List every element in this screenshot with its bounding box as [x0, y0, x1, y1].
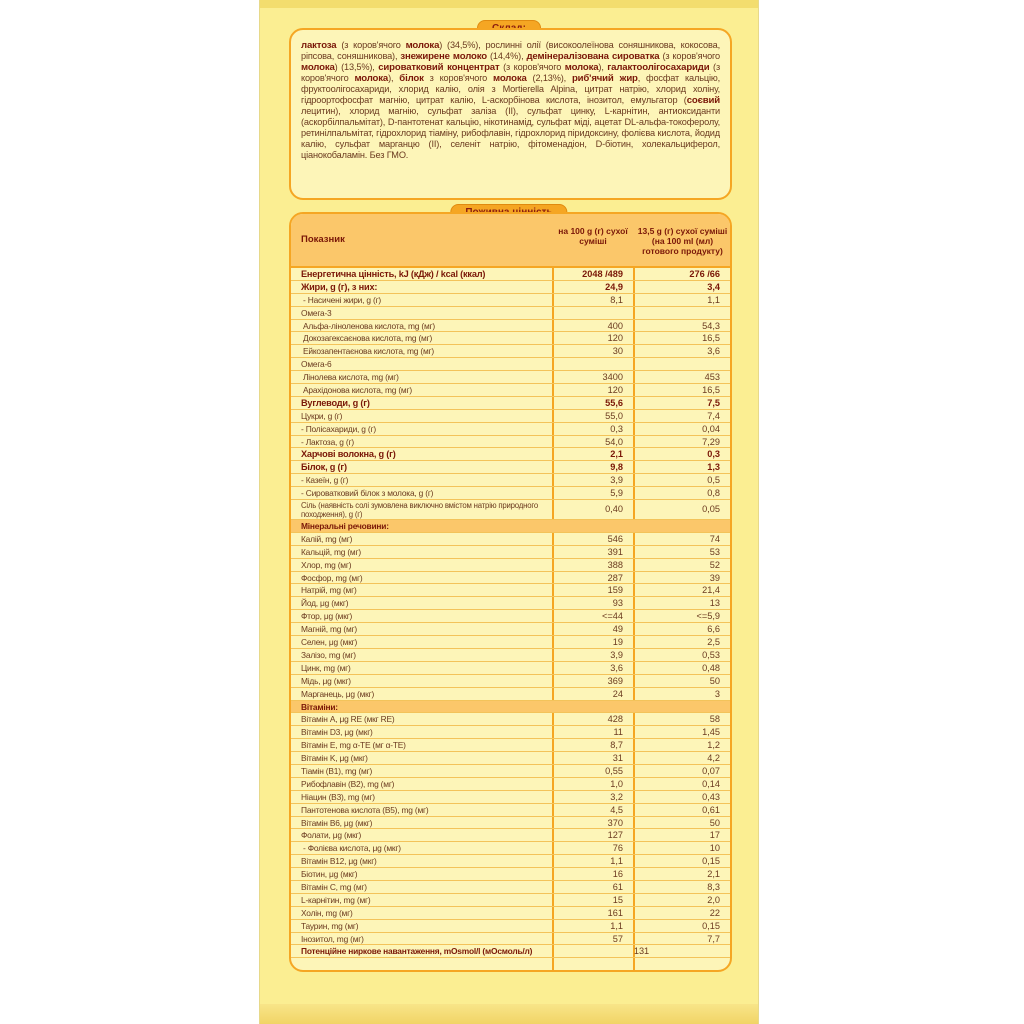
- value-per-100ml: 8,3: [707, 881, 720, 892]
- value-per-100g: 391: [607, 546, 623, 557]
- value-per-100ml: 0,14: [702, 778, 720, 789]
- table-row: [291, 397, 730, 410]
- value-per-100g: 15: [612, 894, 623, 905]
- value-per-100ml: 21,4: [702, 585, 720, 596]
- value-per-100g: 24,9: [605, 281, 623, 292]
- ingredient-highlight: молока: [301, 62, 335, 73]
- value-per-100g: 0,55: [605, 765, 623, 776]
- row-label: Омега-6: [301, 359, 332, 370]
- ingredient-text: ) (34,5%), рослинні олії (високоолеїнова соняшникова, кокосова, ріпсова, соняшникова),: [301, 40, 720, 61]
- row-label: Жири, g (г), з них:: [301, 281, 378, 292]
- value-per-100g: 8,1: [610, 294, 623, 305]
- row-label: Омега-3: [301, 307, 332, 318]
- value-per-100ml: <=5,9: [696, 611, 720, 622]
- row-label: Інозитол, mg (мг): [301, 933, 364, 944]
- table-row: [291, 778, 730, 791]
- row-label: - Полісахариди, g (г): [301, 423, 376, 434]
- table-row: [291, 332, 730, 345]
- value-per-100g: 0,40: [605, 504, 623, 515]
- value-per-100ml: 6,6: [707, 624, 720, 635]
- table-row: [291, 597, 730, 610]
- value-per-100g: 287: [607, 572, 623, 583]
- table-row: [291, 881, 730, 894]
- row-label: Цинк, mg (мг): [301, 662, 351, 673]
- value-per-100ml: 58: [709, 714, 720, 725]
- value-per-100ml: 39: [709, 572, 720, 583]
- value-per-100ml: 1,45: [702, 727, 720, 738]
- value-per-100g: 127: [607, 830, 623, 841]
- ingredient-text: ),: [388, 73, 400, 83]
- value-per-100ml: 0,5: [707, 475, 720, 486]
- value-per-100ml: 3,6: [707, 346, 720, 357]
- value-per-100ml: 50: [709, 675, 720, 686]
- renal-load-row: [291, 945, 730, 958]
- table-row: [291, 436, 730, 449]
- value-per-100g: 93: [612, 598, 623, 609]
- value-per-100ml: 0,15: [702, 856, 720, 867]
- header-col-per-100ml: 13,5 g (г) сухої суміші (на 100 ml (мл) готового продукту): [637, 226, 728, 256]
- table-row: [291, 829, 730, 842]
- value-per-100g: 388: [607, 559, 623, 570]
- row-label: Енергетична цінність, kJ (кДж) / kcal (ккал): [301, 269, 486, 279]
- ingredient-highlight: лактоза: [301, 40, 337, 51]
- table-row: [291, 649, 730, 662]
- ingredient-text: лецитин), хлорид магнію, сульфат заліза (ІІ), сульфат цинку, L-карнітин, антиоксиданти (аскорбілпальмітат), D-пантотенат кальцію, нікотинамід, сульфат міді, ацетат DL-альфа-токоферолу, ретинілпальмітат, гідрохлорид тіаміну, рибофлавін, гідрохлорид піридоксину, фолієва кислота, йодид калію, сульфат марганцю (ІІ), селеніт натрію, фітоменадіон, D-біотин, холекальциферол, ціанокобаламін. Без ГМО.: [301, 106, 720, 160]
- row-label: Вітамін K, μg (мкг): [301, 753, 368, 764]
- value-per-100ml: 3,4: [707, 281, 720, 292]
- header-col-per-100g: на 100 g (г) сухої суміші: [558, 226, 628, 246]
- ingredient-highlight: білок: [399, 73, 424, 84]
- value-per-100ml: 2,5: [707, 637, 720, 648]
- ingredient-text: (14,4%),: [486, 51, 527, 61]
- package-bottom-fold: [260, 1004, 758, 1024]
- value-per-100g: 0,3: [610, 423, 623, 434]
- composition-text: [301, 40, 720, 161]
- value-per-100ml: 0,3: [707, 449, 720, 460]
- value-per-100g: 19: [612, 637, 623, 648]
- table-row: [291, 752, 730, 765]
- table-row: [291, 448, 730, 461]
- table-row: [291, 688, 730, 701]
- ingredient-text: (з коров'ячого: [336, 40, 406, 50]
- value-per-100ml: 0,04: [702, 423, 720, 434]
- row-label: Ейкозапентаєнова кислота, mg (мг): [303, 346, 434, 357]
- ingredient-text: ) (13,5%),: [334, 62, 379, 72]
- table-row: [291, 533, 730, 546]
- row-label: Холін, mg (мг): [301, 907, 353, 918]
- table-row: [291, 610, 730, 623]
- value-per-100ml: 0,8: [707, 488, 720, 499]
- value-per-100g: 5,9: [610, 488, 623, 499]
- value-per-100g: 9,8: [610, 462, 623, 473]
- value-per-100ml: 276 /66: [689, 269, 720, 279]
- table-row: [291, 268, 730, 281]
- row-label: Марганець, μg (мкг): [301, 688, 375, 699]
- row-label: Залізо, mg (мг): [301, 649, 356, 660]
- value-per-100g: 61: [612, 881, 623, 892]
- row-label: Харчові волокна, g (г): [301, 449, 396, 460]
- value-per-100g: 161: [607, 907, 623, 918]
- value-per-100ml: 0,05: [702, 504, 720, 515]
- table-row: [291, 345, 730, 358]
- ingredient-text: (з коров'ячого: [301, 62, 721, 83]
- row-label: Вітамін D3, μg (мкг): [301, 727, 373, 738]
- ingredient-highlight: сироватковий концентрат: [378, 62, 500, 73]
- value-per-100g: 24: [612, 688, 623, 699]
- value-per-100g: 11: [613, 727, 623, 738]
- table-row: [291, 461, 730, 474]
- value-per-100g: 30: [612, 346, 623, 357]
- table-row: [291, 662, 730, 675]
- value-per-100g: 49: [612, 624, 623, 635]
- value-per-100g: 2,1: [610, 449, 623, 460]
- row-label: Натрій, mg (мг): [301, 585, 357, 596]
- value-per-100g: 369: [607, 675, 623, 686]
- row-label: Мінеральні речовини:: [301, 521, 389, 532]
- value-per-100g: 3,2: [610, 791, 623, 802]
- nutrition-table: [289, 212, 732, 972]
- composition-box: [289, 28, 732, 200]
- table-row: [291, 907, 730, 920]
- value-per-100g: 3,9: [610, 649, 623, 660]
- value-per-100g: 54,0: [605, 436, 623, 447]
- row-label: Калій, mg (мг): [301, 533, 353, 544]
- value-per-100ml: 2,1: [707, 869, 720, 880]
- value-per-100g: 3,6: [610, 662, 623, 673]
- value-per-100ml: 17: [709, 830, 720, 841]
- package-back-panel: [259, 0, 759, 1024]
- value-per-100g: 57: [612, 933, 623, 944]
- value-per-100ml: 0,43: [702, 791, 720, 802]
- ingredient-highlight: молока: [354, 73, 389, 84]
- value-per-100ml: 4,2: [707, 753, 720, 764]
- value-per-100ml: 1,1: [707, 294, 720, 305]
- value-per-100ml: 0,53: [702, 649, 720, 660]
- row-label: Фосфор, mg (мг): [301, 572, 363, 583]
- table-row: [291, 384, 730, 397]
- table-row: [291, 623, 730, 636]
- row-label: Вітамін A, μg RE (мкг RE): [301, 714, 395, 725]
- row-label: Вітамін B12, μg (мкг): [301, 856, 377, 867]
- ingredient-highlight: соєвий: [686, 95, 720, 106]
- value-per-100g: 8,7: [610, 740, 623, 751]
- value-per-100ml: 0,15: [702, 920, 720, 931]
- table-row: [291, 559, 730, 572]
- table-row: [291, 500, 730, 520]
- value-per-100ml: 10: [709, 843, 720, 854]
- value-per-100g: 400: [607, 320, 623, 331]
- section-row: [291, 520, 730, 533]
- ingredient-highlight: молока: [493, 73, 527, 84]
- value-per-100g: <=44: [602, 611, 623, 622]
- value-per-100g: 4,5: [610, 804, 623, 815]
- row-label: Вітамін B6, μg (мкг): [301, 817, 373, 828]
- row-label: Цукри, g (г): [301, 410, 343, 421]
- ingredient-highlight: знежирене молоко: [400, 51, 487, 62]
- value-per-100ml: 16,5: [702, 333, 720, 344]
- value-per-100g: 546: [607, 533, 623, 544]
- table-row: [291, 894, 730, 907]
- value-per-100ml: 3: [714, 688, 720, 699]
- row-label: Докозагексаєнова кислота, mg (мг): [303, 333, 433, 344]
- value-per-100g: 76: [612, 843, 623, 854]
- table-row: [291, 842, 730, 855]
- row-label: Вітаміни:: [301, 701, 338, 712]
- renal-load-value: 131: [633, 946, 650, 957]
- value-per-100ml: 54,3: [702, 320, 720, 331]
- row-label: Вуглеводи, g (г): [301, 397, 370, 408]
- ingredient-text: (з коров'ячого: [499, 62, 565, 72]
- ingredient-highlight: галактоолігосахариди: [607, 62, 710, 73]
- table-row: [291, 868, 730, 881]
- value-per-100g: 159: [607, 585, 623, 596]
- row-label: Альфа-ліноленова кислота, mg (мг): [303, 320, 435, 331]
- value-per-100ml: 7,5: [707, 397, 720, 408]
- ingredient-text: ),: [598, 62, 608, 72]
- table-row: [291, 358, 730, 371]
- value-per-100ml: 53: [709, 546, 720, 557]
- value-per-100g: 2048 /489: [582, 269, 623, 279]
- value-per-100g: 1,1: [610, 920, 623, 931]
- row-label: Сіль (наявність солі зумовлена виключно вмістом натрію природного походження), g (г): [301, 501, 538, 520]
- row-label: Вітамін C, mg (мг): [301, 881, 367, 892]
- ingredient-highlight: риб'ячий жир: [571, 73, 638, 84]
- table-row: [291, 320, 730, 333]
- table-row: [291, 726, 730, 739]
- row-label: Тіамін (B1), mg (мг): [301, 765, 373, 776]
- table-row: [291, 423, 730, 436]
- table-row: [291, 294, 730, 307]
- table-row: [291, 791, 730, 804]
- value-per-100g: 31: [612, 753, 623, 764]
- row-label: Селен, μg (мкг): [301, 637, 358, 648]
- row-label: Мідь, μg (мкг): [301, 675, 351, 686]
- row-label: Таурин, mg (мг): [301, 920, 359, 931]
- value-per-100ml: 1,2: [707, 740, 720, 751]
- value-per-100ml: 74: [709, 533, 720, 544]
- table-row: [291, 739, 730, 752]
- table-row: [291, 474, 730, 487]
- row-label: Кальцій, mg (мг): [301, 546, 361, 557]
- value-per-100ml: 52: [709, 559, 720, 570]
- header-label: Показник: [301, 234, 345, 245]
- value-per-100ml: 50: [709, 817, 720, 828]
- value-per-100ml: 2,0: [707, 894, 720, 905]
- row-label: Фтор, μg (мкг): [301, 611, 353, 622]
- value-per-100g: 55,6: [605, 397, 623, 408]
- ingredient-highlight: молока: [564, 62, 599, 73]
- row-label: Потенційне ниркове навантаження, mOsmol/l (мОсмоль/л): [301, 946, 533, 957]
- value-per-100ml: 7,4: [707, 410, 720, 421]
- section-row: [291, 701, 730, 714]
- table-row: [291, 804, 730, 817]
- table-row: [291, 920, 730, 933]
- row-label: Хлор, mg (мг): [301, 559, 352, 570]
- table-row: [291, 675, 730, 688]
- ingredient-highlight: демінералізована сироватка: [526, 51, 660, 62]
- row-label: Біотин, μg (мкг): [301, 869, 358, 880]
- ingredient-text: (з коров'ячого: [659, 51, 721, 61]
- value-per-100g: 120: [607, 333, 623, 344]
- table-row: [291, 371, 730, 384]
- row-label: Йод, μg (мкг): [301, 598, 349, 609]
- row-label: Пантотенова кислота (B5), mg (мг): [301, 804, 429, 815]
- value-per-100g: 428: [607, 714, 623, 725]
- table-row: [291, 410, 730, 423]
- row-label: - Насичені жири, g (г): [303, 294, 382, 305]
- table-row: [291, 636, 730, 649]
- table-row: [291, 281, 730, 294]
- value-per-100ml: 0,61: [702, 804, 720, 815]
- row-label: Лінолева кислота, mg (мг): [303, 372, 399, 383]
- row-label: - Фолієва кислота, μg (мкг): [303, 843, 401, 854]
- table-row: [291, 855, 730, 868]
- table-row: [291, 572, 730, 585]
- ingredient-text: (2,13%),: [526, 73, 572, 83]
- table-row: [291, 487, 730, 500]
- row-label: Магній, mg (мг): [301, 624, 357, 635]
- row-label: - Казеїн, g (г): [301, 475, 349, 486]
- ingredient-text: з коров'ячого: [423, 73, 494, 83]
- nutrition-table-header: [291, 214, 730, 268]
- value-per-100ml: 453: [704, 372, 720, 383]
- row-label: Ніацин (B3), mg (мг): [301, 791, 375, 802]
- row-label: - Лактоза, g (г): [301, 436, 354, 447]
- table-row: [291, 765, 730, 778]
- value-per-100g: 3,9: [610, 475, 623, 486]
- row-label: - Сироватковий білок з молока, g (г): [301, 488, 434, 499]
- value-per-100ml: 13: [709, 598, 720, 609]
- value-per-100ml: 16,5: [702, 385, 720, 396]
- value-per-100g: 3400: [602, 372, 623, 383]
- row-label: Арахідонова кислота, mg (мг): [303, 385, 412, 396]
- value-per-100ml: 7,7: [707, 933, 720, 944]
- table-row: [291, 307, 730, 320]
- value-per-100g: 16: [612, 869, 623, 880]
- table-row: [291, 817, 730, 830]
- value-per-100g: 1,1: [610, 856, 623, 867]
- row-label: Вітамін E, mg α-TE (мг α-TE): [301, 740, 406, 751]
- value-per-100g: 1,0: [610, 778, 623, 789]
- value-per-100ml: 22: [709, 907, 720, 918]
- table-row: [291, 713, 730, 726]
- package-top-fold: [260, 0, 758, 8]
- table-row: [291, 584, 730, 597]
- value-per-100g: 370: [607, 817, 623, 828]
- row-label: Білок, g (г): [301, 462, 347, 473]
- row-label: Рибофлавін (B2), mg (мг): [301, 778, 395, 789]
- value-per-100g: 120: [607, 385, 623, 396]
- row-label: Фолати, μg (мкг): [301, 830, 362, 841]
- value-per-100ml: 0,07: [702, 765, 720, 776]
- nutrition-rows: [291, 268, 730, 958]
- value-per-100ml: 1,3: [707, 462, 720, 473]
- value-per-100ml: 0,48: [702, 662, 720, 673]
- ingredient-text: , фосфат кальцію, фруктоолігосахариди, хлорид калію, олія з Mortierella Alpina, цитрат натрію, хлорид холіну, гідроортофосфат магнію, цитрат калію, L-аскорбінова кислота, інозитол, емульгатор (: [301, 73, 720, 105]
- row-label: L-карнітин, mg (мг): [301, 894, 371, 905]
- ingredient-highlight: молока: [405, 40, 440, 51]
- value-per-100ml: 7,29: [702, 436, 720, 447]
- table-row: [291, 933, 730, 946]
- value-per-100g: 55,0: [605, 410, 623, 421]
- table-row: [291, 546, 730, 559]
